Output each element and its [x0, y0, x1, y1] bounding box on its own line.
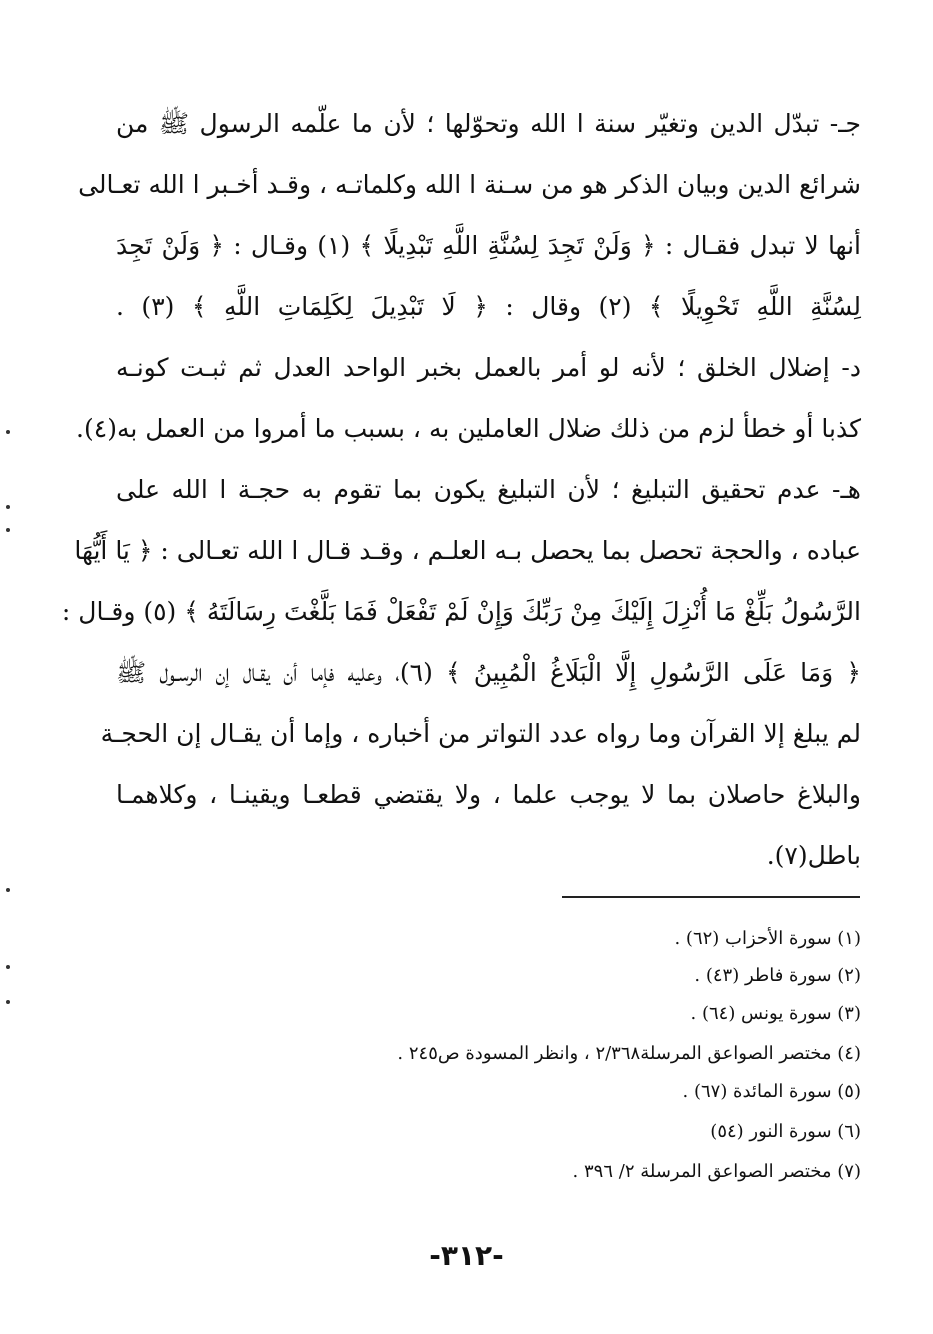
footnote-2: (٢) سورة فاطر (٤٣) .: [694, 965, 861, 986]
body-line-13: باطل(٧).: [766, 841, 861, 870]
scan-speck: [6, 505, 10, 509]
body-line-12: والبلاغ حاصلان بما لا يوجب علما ، ولا يقتضي قطعـا ويقينـا ، وكلاهمـا: [116, 780, 861, 809]
page-number: -٣١٢-: [429, 1239, 504, 1272]
footnote-1: (١) سورة الأحزاب (٦٢) .: [674, 928, 861, 949]
body-line-4: لِسُنَّةِ اللَّهِ تَحْوِيلًا ﴾ (٢) وقال : ﴿ لَا تَبْدِيلَ لِكَلِمَاتِ اللَّهِ ﴾ (٣) .: [116, 292, 862, 321]
body-line-10: ﴿ وَمَا عَلَى الرَّسُولِ إِلَّا الْبَلَاغُ الْمُبِينُ ﴾ (٦)، وعليه فإما أن يقـال إن الرسـول ﷺ: [116, 658, 861, 687]
footnote-7: (٧) مختصر الصواعق المرسلة ٢/ ٣٩٦ .: [572, 1161, 861, 1182]
footnote-separator: [562, 896, 860, 898]
scan-speck: [6, 888, 10, 892]
footnote-6: (٦) سورة النور (٥٤): [710, 1121, 861, 1142]
footnote-4: (٤) مختصر الصواعق المرسلة٢/٣٦٨ ، وانظر المسودة ص٢٤٥ .: [397, 1043, 861, 1064]
body-line-5: د- إضلال الخلق ؛ لأنه لو أمر بالعمل بخبر الواحد العدل ثم ثبـت كونـه: [116, 353, 861, 382]
body-line-8: عباده ، والحجة تحصل بما يحصل بـه العلـم ، وقـد قـال ا الله تعـالى : ﴿ يَا أَيُّهَا: [74, 536, 861, 565]
body-line-3: أنها لا تبدل فقـال : ﴿ وَلَنْ تَجِدَ لِسُنَّةِ اللَّهِ تَبْدِيلًا ﴾ (١) وقـال : ﴿ وَلَنْ تَجِدَ: [116, 231, 861, 260]
scan-speck: [6, 965, 10, 969]
body-line-1: جـ- تبدّل الدين وتغيّر سنة ا الله وتحوّلها ؛ لأن ما علّمه الرسول ﷺ من: [116, 109, 861, 138]
footnote-3: (٣) سورة يونس (٦٤) .: [690, 1003, 861, 1024]
body-line-6: كذبا أو خطأ لزم من ذلك ضلال العاملين به ، بسبب ما أمروا من العمل به(٤).: [76, 414, 861, 443]
body-line-2: شرائع الدين وبيان الذكر هو من سـنة ا الله وكلماتـه ، وقـد أخـبر ا الله تعـالى: [78, 170, 861, 199]
scan-speck: [6, 430, 10, 434]
scan-speck: [6, 1000, 10, 1004]
body-line-9: الرَّسُولُ بَلِّغْ مَا أُنْزِلَ إِلَيْكَ مِنْ رَبِّكَ وَإِنْ لَمْ تَفْعَلْ فَمَا بَلَّغْتَ رِسَالَتَهُ ﴾ (٥) وقـال :: [61, 597, 861, 626]
footnote-5: (٥) سورة المائدة (٦٧) .: [682, 1081, 861, 1102]
scan-speck: [6, 528, 10, 532]
body-line-7: هـ- عدم تحقيق التبليغ ؛ لأن التبليغ يكون بما تقوم به حجـة ا الله على: [116, 475, 861, 504]
body-line-11: لم يبلغ إلا القرآن وما رواه عدد التواتر من أخباره ، وإما أن يقـال إن الحجـة: [100, 719, 861, 748]
